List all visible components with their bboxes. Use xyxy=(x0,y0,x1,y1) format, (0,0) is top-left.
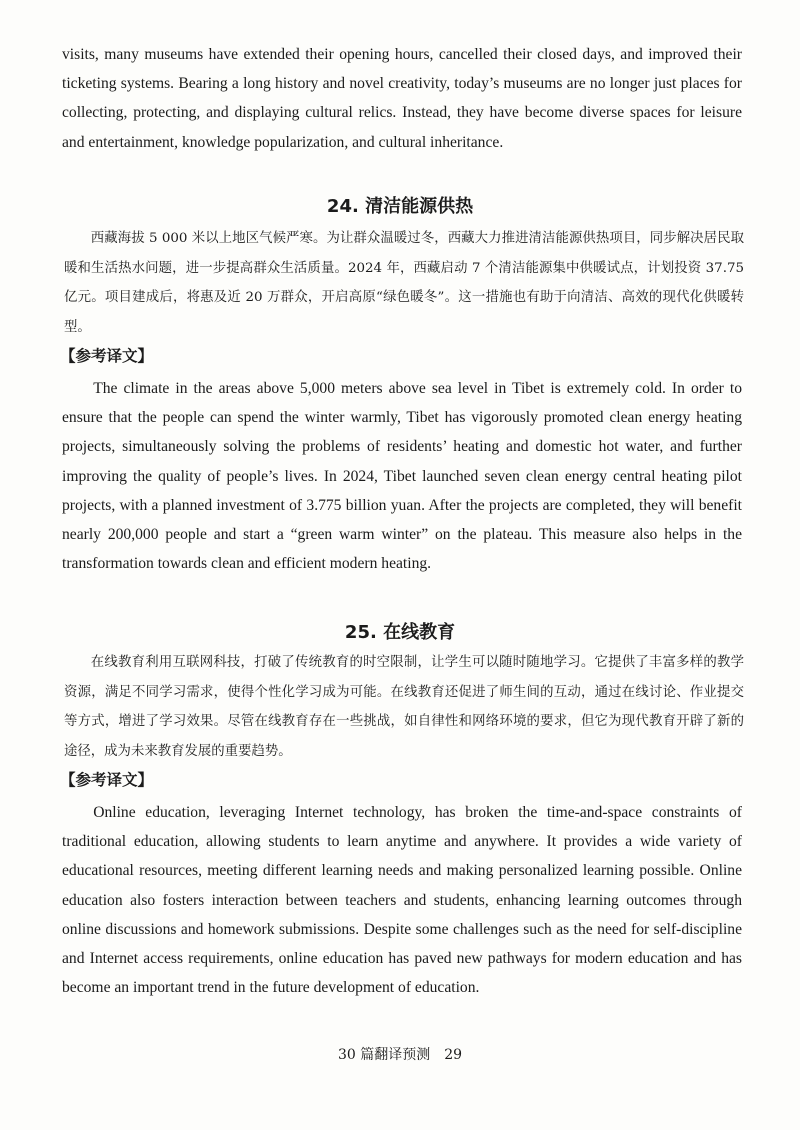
section-25-chinese-text: 在线教育利用互联网科技，打破了传统教育的时空限制，让学生可以随时随地学习。它提供了丰富多样的教学资源，满足不同学习需求，使得个性化学习成为可能。在线教育还促进了师生间的互动，通过在线讨论、作业提交等方式，增进了学习效果。尽管在线教育存在一些挑战，如自律性和网络环境的要求，但它为现代教育开辟了新的途径，成为未来教育发展的重要趋势。 xyxy=(64,655,744,759)
section-24-english-translation: The climate in the areas above 5,000 meters above sea level in Tibet is extremely cold. In order to ensure that the people can spend the winter warmly, Tibet has vigorously promoted clean energy heating projects, simultaneously solving the problems of residents’ heating and domestic hot water, and further improving the quality of people’s lives. In 2024, Tibet launched seven clean energy central heating pilot projects, with a planned investment of 3.775 billion yuan. After the projects are completed, they will benefit nearly 200,000 people and start a “green warm winter” on the plateau. This measure also helps in the transformation towards clean and efficient modern heating. xyxy=(62,380,742,573)
section-25-title: 25. 在线教育 xyxy=(344,622,456,643)
section-25-reference-label: 【参考译文】 xyxy=(60,771,154,789)
section-25-english-translation: Online education, leveraging Internet technology, has broken the time-and-space constraints of traditional education, allowing students to learn anytime and anywhere. It provides a wide variety of educational resources, meeting different learning needs and making personalized learning possible. Online education also fosters interaction between teachers and students, enhancing learning outcomes through online discussions and homework submissions. Despite some challenges such as the need for self-discipline and Internet access requirements, online education has paved new pathways for modern education and has become an important trend in the future development of education. xyxy=(62,804,742,997)
page-number: 29 xyxy=(444,1047,463,1063)
book-title: 30 篇翻译预测 xyxy=(337,1047,431,1063)
page-footer xyxy=(0,1044,800,1064)
section-24-chinese-text: 西藏海拔 5 000 米以上地区气候严寒。为让群众温暖过冬，西藏大力推进清洁能源供热项目，同步解决居民取暖和生活热水问题，进一步提高群众生活质量。2024 年，西藏启动 7 个清洁能源集中供暖试点，计划投资 37.75 亿元。项目建成后，将惠及近 20 万群众，开启高原“绿色暖冬”。这一措施也有助于向清洁、高效的现代化供暖转型。 xyxy=(64,231,744,335)
intro-paragraph: visits, many museums have extended their opening hours, cancelled their closed days, and improved their ticketing systems. Bearing a long history and novel creativity, today’s museums are no longer just places for collecting, protecting, and displaying cultural relics. Instead, they have become diverse spaces for leisure and entertainment, knowledge popularization, and cultural inheritance. xyxy=(62,46,742,151)
section-24-title: 24. 清洁能源供热 xyxy=(326,196,474,217)
section-24-reference-label: 【参考译文】 xyxy=(60,347,154,365)
